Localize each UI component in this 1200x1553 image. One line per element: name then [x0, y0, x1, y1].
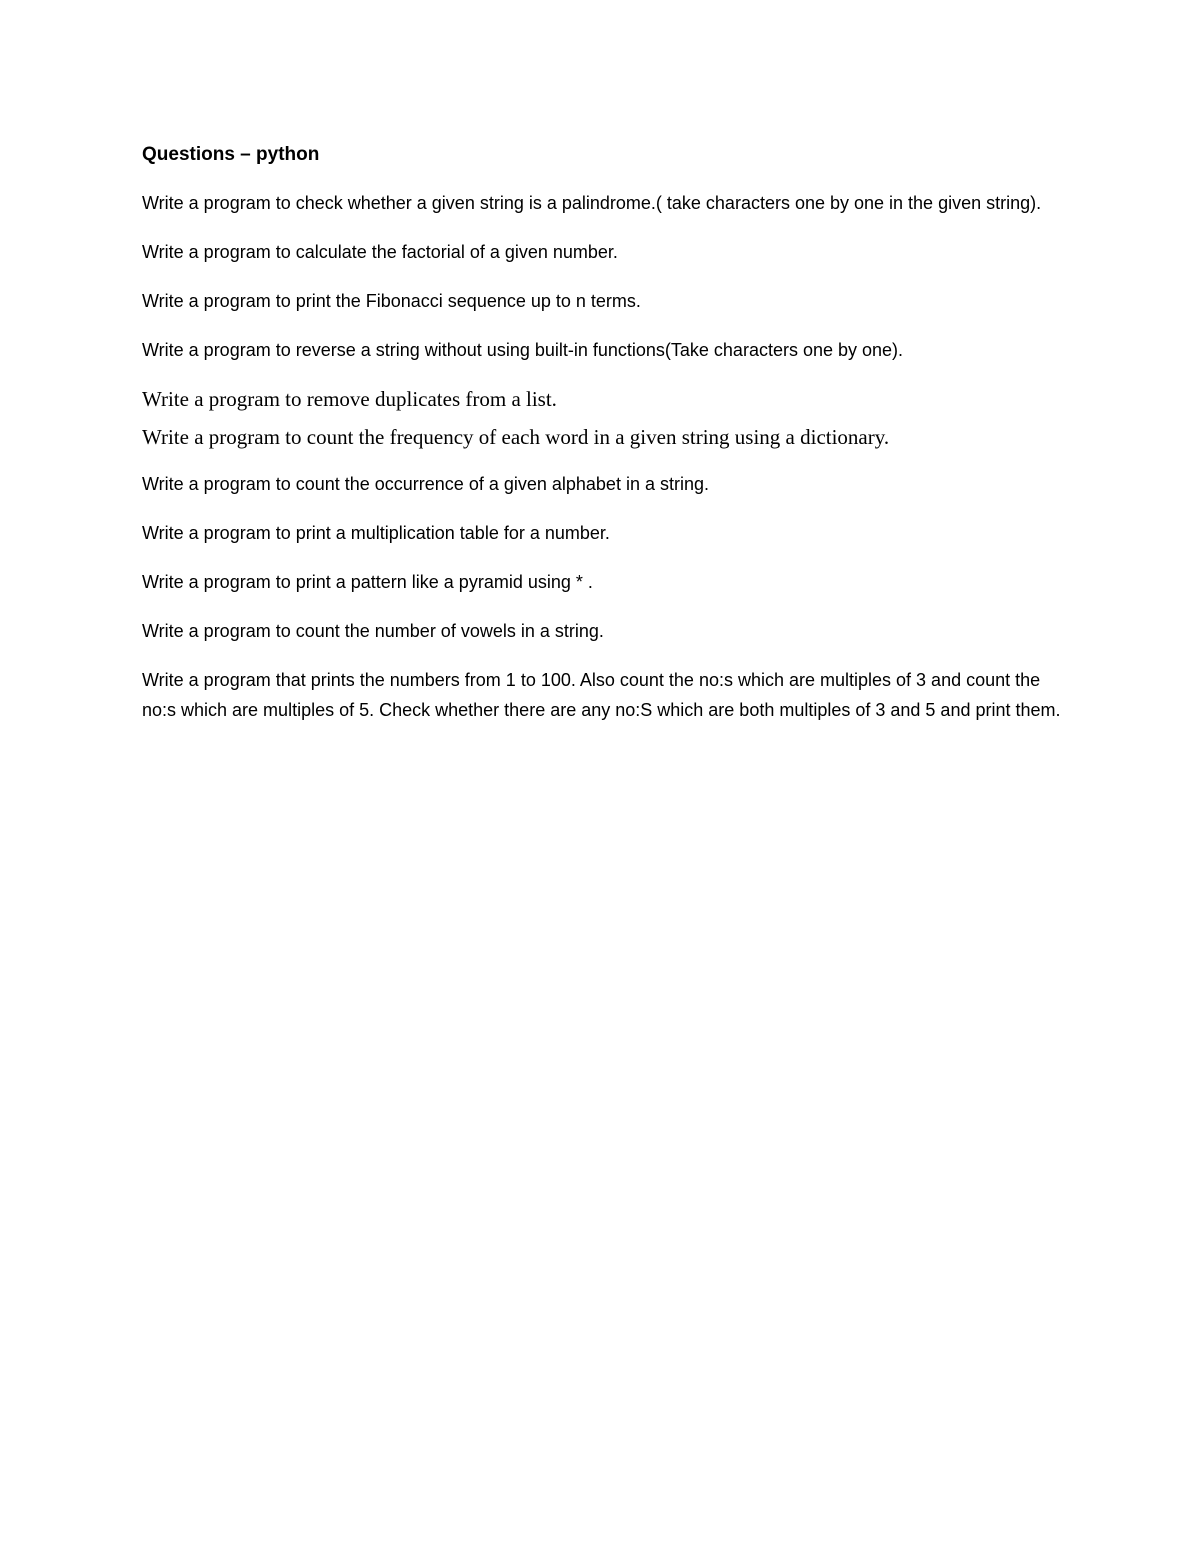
question-count-vowels: Write a program to count the number of vowels in a string.	[142, 621, 604, 641]
question-word-frequency: Write a program to count the frequency of each word in a given string using a dictionary.	[142, 425, 890, 449]
question-reverse-string: Write a program to reverse a string without using built-in functions(Take characters one by one).	[142, 340, 904, 360]
document-title: Questions – python	[142, 144, 320, 165]
question-remove-duplicates: Write a program to remove duplicates from a list.	[142, 387, 557, 411]
question-numbers-1-to-100: Write a program that prints the numbers from 1 to 100. Also count the no:s which are multiples of 3 and count the no:s which are multiples of 5. Check whether there are any no:S which are both multiples of 3 and 5 and print them.	[142, 670, 1061, 720]
question-palindrome: Write a program to check whether a given string is a palindrome.( take characters one by one in the given string).	[142, 193, 1042, 213]
question-multiplication-table: Write a program to print a multiplication table for a number.	[142, 523, 610, 543]
document-content	[142, 140, 1062, 744]
question-pyramid-pattern: Write a program to print a pattern like a pyramid using * .	[142, 572, 593, 592]
question-fibonacci: Write a program to print the Fibonacci sequence up to n terms.	[142, 291, 641, 311]
question-alphabet-occurrence: Write a program to count the occurrence of a given alphabet in a string.	[142, 474, 709, 494]
question-factorial: Write a program to calculate the factorial of a given number.	[142, 242, 618, 262]
